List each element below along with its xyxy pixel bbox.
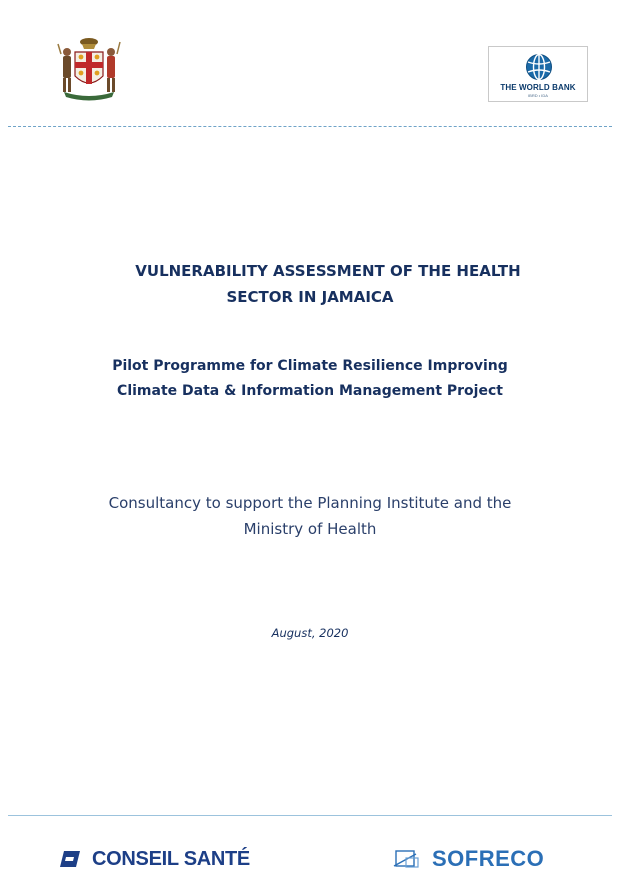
sofreco-logo [392, 844, 544, 874]
sofreco-mark-icon [392, 848, 422, 870]
project-line-2: Climate Data & Information Management Project [117, 383, 503, 399]
document-date: August, 2020 [271, 626, 349, 640]
project-title [0, 354, 620, 404]
project-line-1: Pilot Programme for Climate Resilience Improving [112, 358, 508, 374]
consultancy-line-2: Ministry of Health [243, 520, 377, 538]
conseil-sante-mark-icon [58, 849, 82, 869]
sofreco-text: SOFRECO [432, 846, 545, 871]
footer-divider [8, 815, 612, 816]
world-bank-subtitle: IBRD • IDA [528, 93, 548, 98]
world-bank-logo [488, 46, 588, 102]
world-bank-name: THE WORLD BANK [500, 83, 576, 92]
consultancy-line-1: Consultancy to support the Planning Institute and the [108, 494, 512, 512]
conseil-sante-logo [58, 844, 250, 874]
header-divider [8, 126, 612, 127]
jamaica-coat-of-arms-icon [52, 34, 126, 102]
title-line-2: SECTOR IN JAMAICA [226, 288, 394, 306]
consultancy-statement [0, 490, 620, 542]
title-line-1: VULNERABILITY ASSESSMENT OF THE HEALTH [135, 262, 521, 280]
document-title [0, 258, 620, 310]
world-bank-globe-icon [525, 53, 553, 81]
conseil-sante-text: CONSEIL SANTÉ [92, 847, 250, 870]
